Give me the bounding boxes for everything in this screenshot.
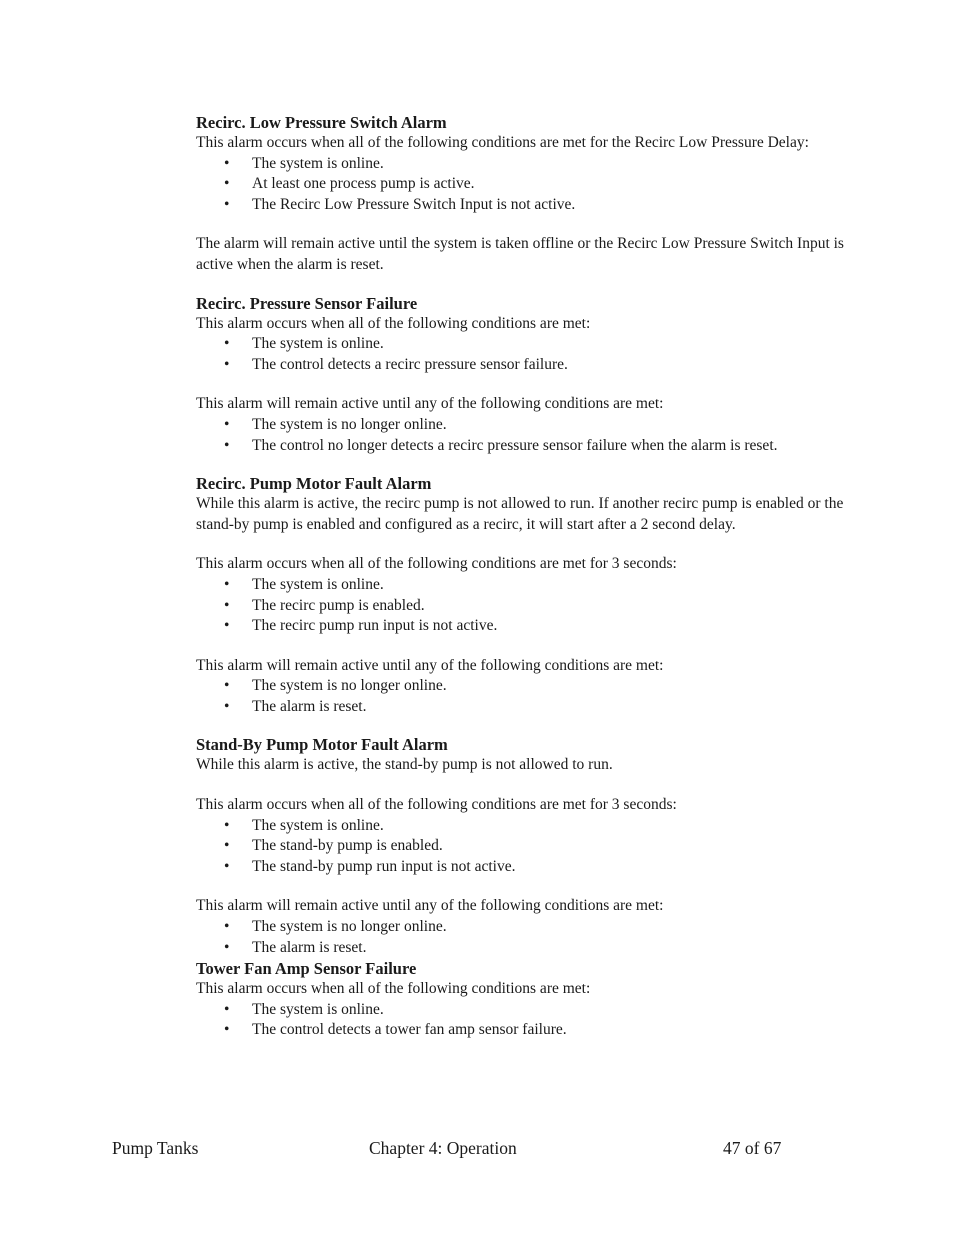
section-paragraph: The alarm will remain active until the system is taken offline or the Recirc Low Pressure Switch Input is active when the alarm is reset. [196, 235, 844, 273]
section-paragraph: This alarm occurs when all of the following conditions are met: [196, 314, 591, 332]
list-item: • The system is online. [224, 575, 846, 596]
list-item: • The recirc pump is enabled. [224, 596, 846, 617]
section-paragraph: While this alarm is active, the stand-by pump is not allowed to run. [196, 756, 613, 774]
list-item: • The alarm is reset. [224, 697, 846, 718]
bullet-list [196, 575, 846, 637]
list-item: • The stand-by pump is enabled. [224, 836, 846, 857]
bullet-list [196, 154, 846, 216]
section-recirc-pressure-sensor-failure [196, 293, 846, 457]
list-item: • The system is no longer online. [224, 676, 846, 697]
bullet-list [196, 334, 846, 375]
bullet-list [196, 1000, 846, 1041]
page-footer [0, 1136, 954, 1160]
document-body [196, 112, 846, 1041]
list-item: • The stand-by pump run input is not active. [224, 857, 846, 878]
list-item: • The control detects a recirc pressure sensor failure. [224, 355, 846, 376]
list-item: • The alarm is reset. [224, 938, 846, 959]
section-heading: Tower Fan Amp Sensor Failure [196, 959, 417, 979]
list-item: • At least one process pump is active. [224, 174, 846, 195]
bullet-list [196, 917, 846, 958]
section-heading: Recirc. Pump Motor Fault Alarm [196, 474, 432, 494]
footer-chapter: Chapter 4: Operation [369, 1138, 517, 1158]
bullet-list [196, 676, 846, 717]
section-paragraph: While this alarm is active, the recirc pump is not allowed to run. If another recirc pump is enabled or the stand-by pump is enabled and configured as a recirc, it will start after a 2 second delay. [196, 495, 844, 533]
section-paragraph: This alarm occurs when all of the following conditions are met for 3 seconds: [196, 796, 677, 814]
list-item: • The system is online. [224, 154, 846, 175]
section-paragraph: This alarm occurs when all of the following conditions are met for 3 seconds: [196, 555, 677, 573]
section-paragraph: This alarm will remain active until any of the following conditions are met: [196, 656, 664, 674]
section-heading: Recirc. Low Pressure Switch Alarm [196, 113, 447, 132]
bullet-list [196, 816, 846, 878]
bullet-list [196, 415, 846, 456]
section-tower-fan-amp-sensor-failure [196, 958, 846, 1041]
section-recirc-pump-motor-fault-alarm [196, 473, 846, 717]
list-item: • The control no longer detects a recirc pressure sensor failure when the alarm is reset. [224, 436, 846, 457]
footer-document-title: Pump Tanks [112, 1138, 199, 1158]
list-item: • The system is no longer online. [224, 917, 846, 938]
section-heading: Stand-By Pump Motor Fault Alarm [196, 735, 448, 755]
list-item: • The Recirc Low Pressure Switch Input is not active. [224, 195, 846, 216]
section-paragraph: This alarm occurs when all of the following conditions are met for the Recirc Low Pressure Delay: [196, 134, 809, 151]
list-item: • The system is no longer online. [224, 415, 846, 436]
footer-page-number: 47 of 67 [723, 1138, 782, 1158]
section-recirc-low-pressure-switch-alarm [196, 112, 846, 276]
list-item: • The system is online. [224, 334, 846, 355]
list-item: • The system is online. [224, 816, 846, 837]
section-paragraph: This alarm will remain active until any of the following conditions are met: [196, 395, 664, 413]
section-paragraph: This alarm will remain active until any of the following conditions are met: [196, 897, 664, 915]
list-item: • The system is online. [224, 1000, 846, 1021]
section-paragraph: This alarm occurs when all of the following conditions are met: [196, 980, 591, 998]
section-stand-by-pump-motor-fault-alarm [196, 734, 846, 958]
list-item: • The control detects a tower fan amp sensor failure. [224, 1020, 846, 1041]
list-item: • The recirc pump run input is not active. [224, 616, 846, 637]
section-heading: Recirc. Pressure Sensor Failure [196, 293, 418, 313]
